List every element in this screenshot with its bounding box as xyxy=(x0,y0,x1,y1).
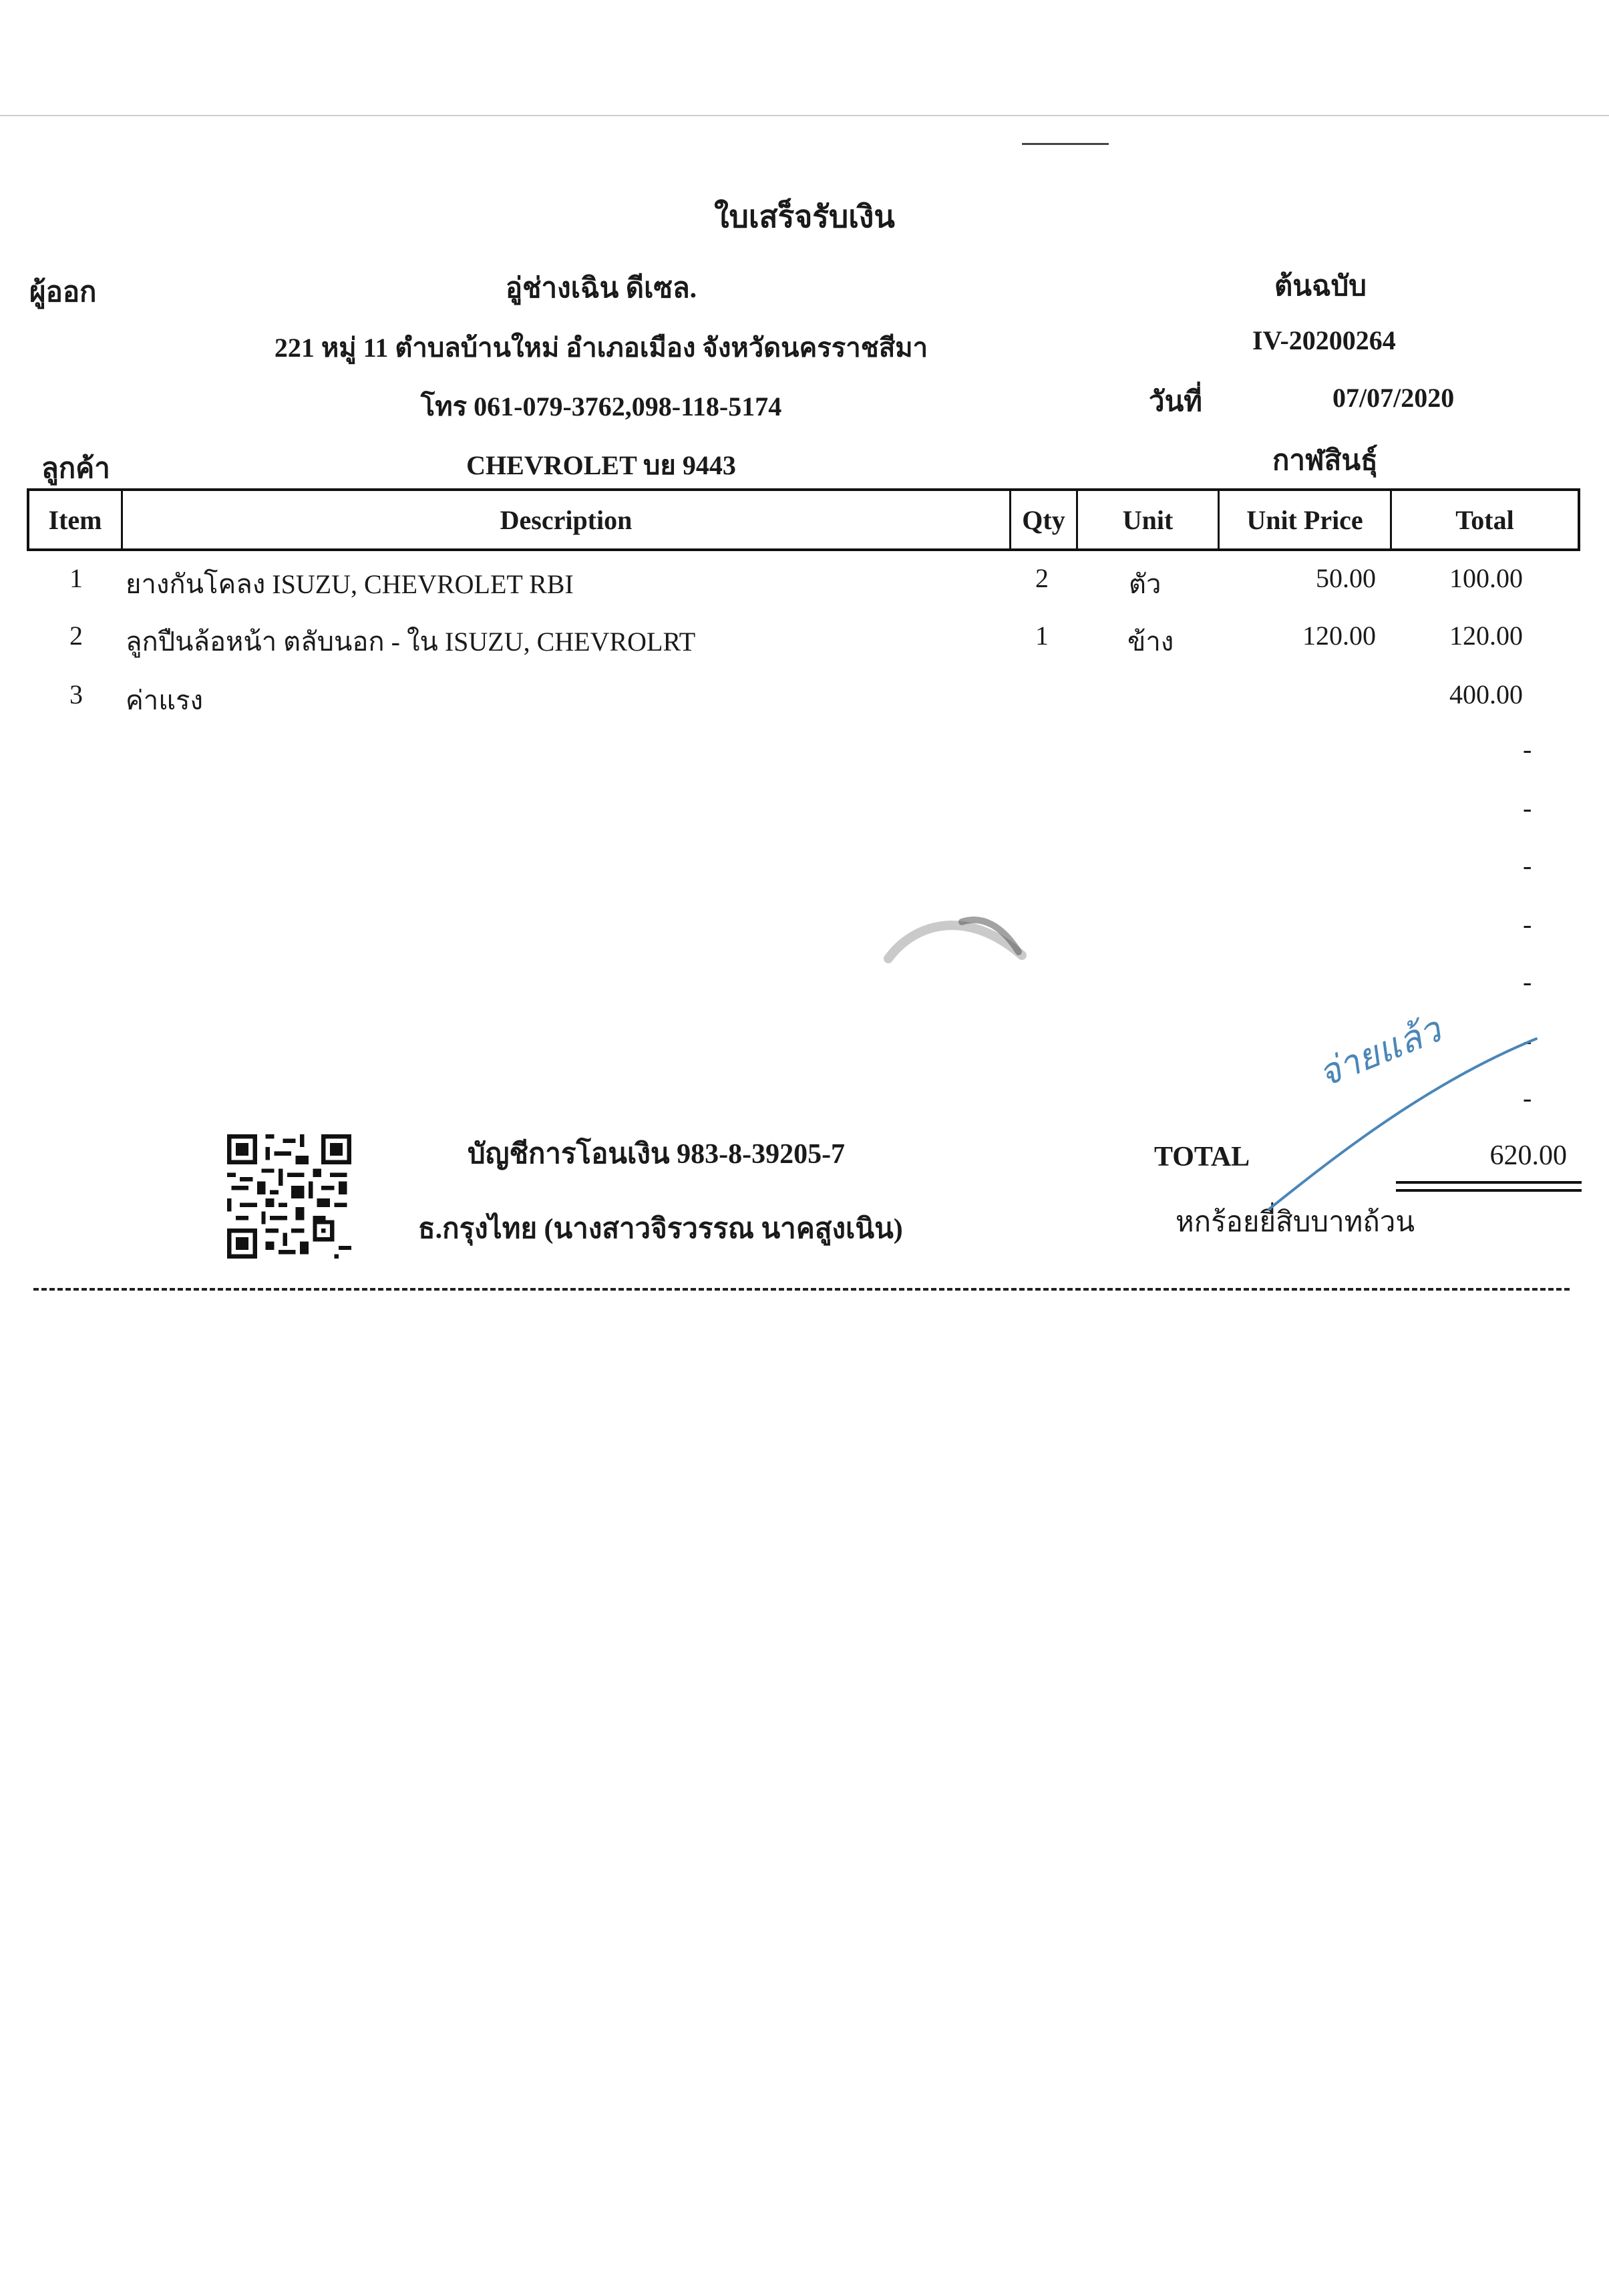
header-qty: Qty xyxy=(1011,491,1078,548)
row-total: 120.00 xyxy=(1449,621,1523,651)
issuer-name: อู่ช่างเฉิน ดีเซล. xyxy=(505,273,697,304)
header-description: Description xyxy=(123,491,1011,548)
empty-total-dash: - xyxy=(1523,909,1532,939)
row-description: ลูกปืนล้อหน้า ตลับนอก - ใน ISUZU, CHEVROLRT xyxy=(126,627,696,657)
row-qty: 1 xyxy=(1035,621,1049,651)
scan-smudge xyxy=(875,895,1035,969)
customer-name: CHEVROLET บย 9443 xyxy=(466,450,736,480)
account-number: บัญชีการโอนเงิน 983-8-39205-7 xyxy=(468,1139,846,1170)
page-top-edge xyxy=(0,115,1609,116)
row-item: 3 xyxy=(69,679,83,709)
header-item: Item xyxy=(29,491,123,548)
row-unit-price: 120.00 xyxy=(1302,621,1376,651)
empty-total-dash: - xyxy=(1523,734,1532,764)
province-label: กาฬสินธุ์ xyxy=(1272,446,1378,476)
tear-line xyxy=(33,1288,1570,1291)
row-qty: 2 xyxy=(1035,563,1049,593)
row-item: 1 xyxy=(69,563,83,593)
bank-info: ธ.กรุงไทย (นางสาวจิรวรรณ นาคสูงเนิน) xyxy=(418,1214,903,1245)
row-total: 400.00 xyxy=(1449,679,1523,709)
header-unit: Unit xyxy=(1078,491,1220,548)
header-unit-price: Unit Price xyxy=(1220,491,1392,548)
empty-total-dash: - xyxy=(1523,1025,1532,1055)
total-value: 620.00 xyxy=(1489,1140,1567,1171)
issuer-address: 221 หมู่ 11 ตำบลบ้านใหม่ อำเภอเมือง จังหวัดนครราชสีมา xyxy=(274,333,928,363)
table-row xyxy=(0,620,1609,673)
copy-label: ต้นฉบับ xyxy=(1274,271,1367,302)
date-label: วันที่ xyxy=(1149,387,1202,418)
invoice-number: IV-20200264 xyxy=(1252,325,1396,355)
empty-total-dash: - xyxy=(1523,850,1532,880)
empty-total-dash: - xyxy=(1523,967,1532,997)
row-description: ยางกันโคลง ISUZU, CHEVROLET RBI xyxy=(126,569,574,599)
row-unit-price: 50.00 xyxy=(1316,563,1376,593)
header-total: Total xyxy=(1455,504,1514,535)
paid-signature-stroke xyxy=(1256,1009,1563,1236)
row-unit: ข้าง xyxy=(1127,627,1174,657)
issuer-label: ผู้ออก xyxy=(29,277,97,308)
row-total: 100.00 xyxy=(1449,563,1523,593)
table-row xyxy=(0,562,1609,616)
row-unit: ตัว xyxy=(1129,569,1161,599)
document-title: ใบเสร็จรับเงิน xyxy=(714,200,895,234)
row-description: ค่าแรง xyxy=(126,685,204,715)
customer-label: ลูกค้า xyxy=(41,454,110,484)
table-header xyxy=(27,488,1580,551)
total-label: TOTAL xyxy=(1154,1142,1250,1172)
issuer-phone: โทร 061-079-3762,098-118-5174 xyxy=(420,391,782,422)
empty-total-dash: - xyxy=(1523,1083,1532,1113)
empty-total-dash: - xyxy=(1523,793,1532,823)
paid-handwriting: จ่ายแล้ว xyxy=(1312,1008,1447,1096)
row-item: 2 xyxy=(69,621,83,651)
total-in-words: หกร้อยยี่สิบบาทถ้วน xyxy=(1176,1207,1415,1238)
table-row xyxy=(0,679,1609,732)
qr-code-icon xyxy=(227,1134,351,1259)
scan-mark xyxy=(1022,143,1109,145)
invoice-date: 07/07/2020 xyxy=(1332,383,1455,413)
